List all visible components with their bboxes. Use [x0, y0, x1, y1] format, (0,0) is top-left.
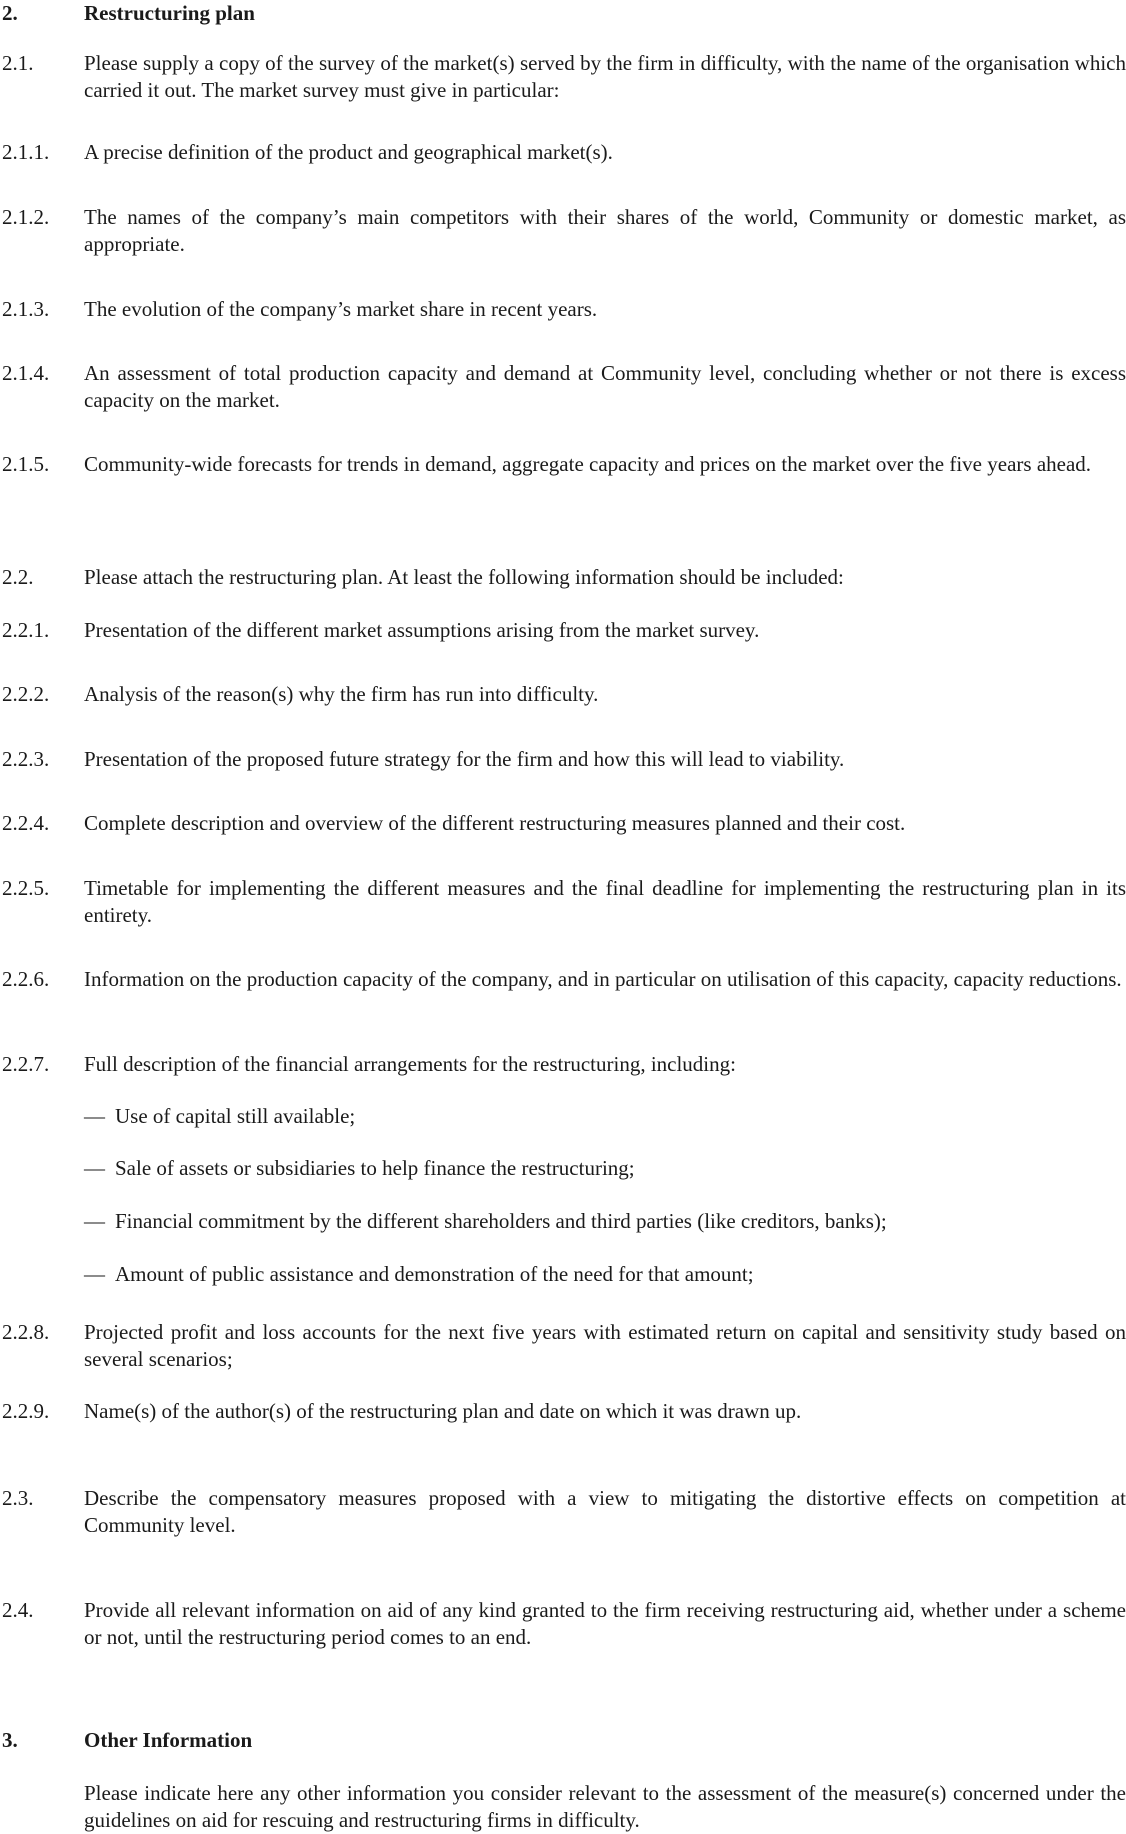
clause-text: Name(s) of the author(s) of the restructuring plan and date on which it was drawn up.	[84, 1399, 802, 1423]
list-item-text: Financial commitment by the different shareholders and third parties (like creditors, banks);	[115, 1209, 887, 1233]
clause-number: 2.2.3.	[2, 747, 50, 771]
clause-text: Community-wide forecasts for trends in demand, aggregate capacity and prices on the market over the five years ahead.	[84, 452, 1092, 476]
section-title: Restructuring plan	[84, 1, 255, 25]
clause-number: 2.2.	[2, 565, 34, 589]
clause-number: 2.1.3.	[2, 297, 50, 321]
list-item-text: Use of capital still available;	[115, 1104, 356, 1128]
clause-text: Describe the compensatory measures proposed with a view to mitigating the distortive effects on competition at Community level.	[84, 1486, 1126, 1537]
clause-text: Full description of the financial arrangements for the restructuring, including:	[84, 1052, 736, 1076]
clause-text: Complete description and overview of the different restructuring measures planned and their cost.	[84, 811, 906, 835]
clause-text: Timetable for implementing the different measures and the final deadline for implementing the restructuring plan in its entirety.	[84, 876, 1126, 927]
clause-text: Provide all relevant information on aid of any kind granted to the firm receiving restructuring aid, whether under a scheme or not, until the restructuring period comes to an end.	[84, 1598, 1126, 1649]
clause-number: 2.1.5.	[2, 452, 50, 476]
clause-number: 2.1.4.	[2, 361, 50, 385]
clause-text: Projected profit and loss accounts for the next five years with estimated return on capital and sensitivity study based on several scenarios;	[84, 1320, 1126, 1371]
clause-number: 2.4.	[2, 1598, 34, 1622]
paragraph-text: Please indicate here any other information you consider relevant to the assessment of the measure(s) concerned under the guidelines on aid for rescuing and restructuring firms in difficulty.	[84, 1781, 1126, 1832]
clause-number: 2.2.7.	[2, 1052, 50, 1076]
clause-number: 2.2.8.	[2, 1320, 50, 1344]
clause-text: Analysis of the reason(s) why the firm has run into difficulty.	[84, 682, 599, 706]
section-number: 2.	[2, 1, 18, 25]
clause-number: 2.3.	[2, 1486, 34, 1510]
clause-text: The evolution of the company’s market share in recent years.	[84, 297, 598, 321]
list-item-text: Amount of public assistance and demonstration of the need for that amount;	[115, 1262, 754, 1286]
clause-text: Presentation of the proposed future strategy for the firm and how this will lead to viability.	[84, 747, 845, 771]
clause-text: Presentation of the different market assumptions arising from the market survey.	[84, 618, 760, 642]
clause-text: An assessment of total production capacity and demand at Community level, concluding whether or not there is excess capacity on the market.	[84, 361, 1126, 412]
clause-number: 2.2.6.	[2, 967, 50, 991]
clause-number: 2.1.1.	[2, 140, 50, 164]
clause-text: A precise definition of the product and geographical market(s).	[84, 140, 613, 164]
clause-number: 2.2.4.	[2, 811, 50, 835]
em-dash-bullet: —	[84, 1262, 105, 1286]
section-number: 3.	[2, 1728, 18, 1752]
em-dash-bullet: —	[84, 1104, 105, 1128]
clause-text: Please attach the restructuring plan. At least the following information should be included:	[84, 565, 844, 589]
clause-text: The names of the company’s main competitors with their shares of the world, Community or domestic market, as appropriate.	[84, 205, 1126, 256]
list-item-text: Sale of assets or subsidiaries to help finance the restructuring;	[115, 1156, 635, 1180]
em-dash-bullet: —	[84, 1156, 105, 1180]
clause-number: 2.2.9.	[2, 1399, 50, 1423]
clause-text: Please supply a copy of the survey of the market(s) served by the firm in difficulty, with the name of the organisation which carried it out. The market survey must give in particular:	[84, 51, 1126, 102]
clause-number: 2.2.1.	[2, 618, 50, 642]
section-title: Other Information	[84, 1728, 253, 1752]
clause-number: 2.1.	[2, 51, 34, 75]
em-dash-bullet: —	[84, 1209, 105, 1233]
clause-number: 2.2.5.	[2, 876, 50, 900]
clause-text: Information on the production capacity of the company, and in particular on utilisation of this capacity, capacity reductions.	[84, 967, 1122, 991]
clause-number: 2.2.2.	[2, 682, 50, 706]
clause-number: 2.1.2.	[2, 205, 50, 229]
